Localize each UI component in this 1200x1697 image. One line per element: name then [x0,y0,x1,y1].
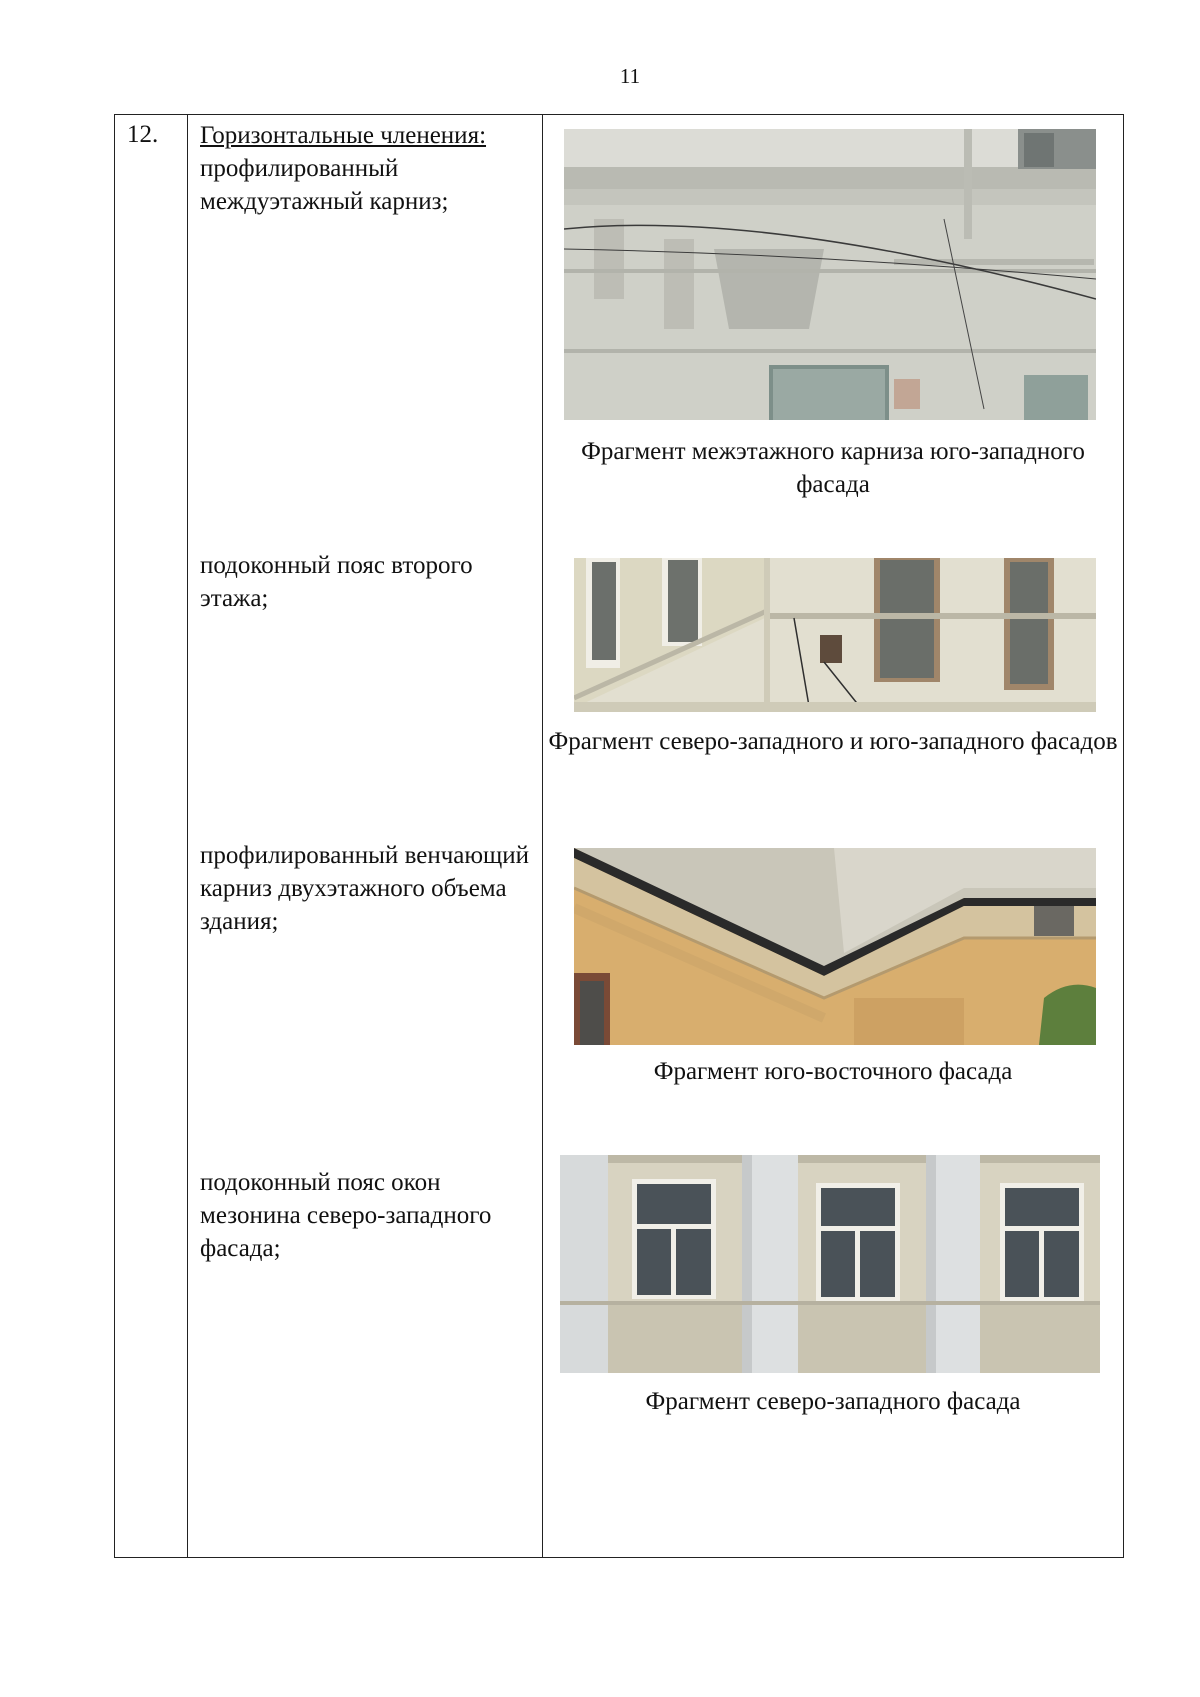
table-row [115,115,1124,1558]
item-text-1: профилированный междуэтажный карниз; [200,155,449,215]
item-text-4: подоконный пояс окон мезонина северо-западного фасада; [200,1169,492,1262]
caption-3: Фрагмент юго-восточного фасада [653,1058,1013,1085]
caption-2: Фрагмент северо-западного и юго-западного фасадов [548,728,1118,755]
page-number: 11 [619,64,641,88]
window-belt-photo [574,558,1096,712]
caption-4: Фрагмент северо-западного фасада [645,1388,1021,1415]
row-number: 12. [127,121,159,148]
description-cell [188,115,543,1558]
section-heading: Горизонтальные членения: [200,122,487,149]
crowning-cornice-photo [574,848,1096,1045]
caption-1: Фрагмент межэтажного карниза юго-западного фасада [581,438,1085,498]
row-number-cell [115,115,188,1558]
description-table [114,114,1124,1558]
cornice-photo [564,129,1096,420]
item-text-3: профилированный венчающий карниз двухэтажного объема здания; [200,842,530,935]
mezzanine-windows-photo [560,1155,1100,1373]
photo-cell [543,115,1124,1558]
description-block-1 [200,119,540,218]
item-text-2: подоконный пояс второго этажа; [200,552,473,612]
